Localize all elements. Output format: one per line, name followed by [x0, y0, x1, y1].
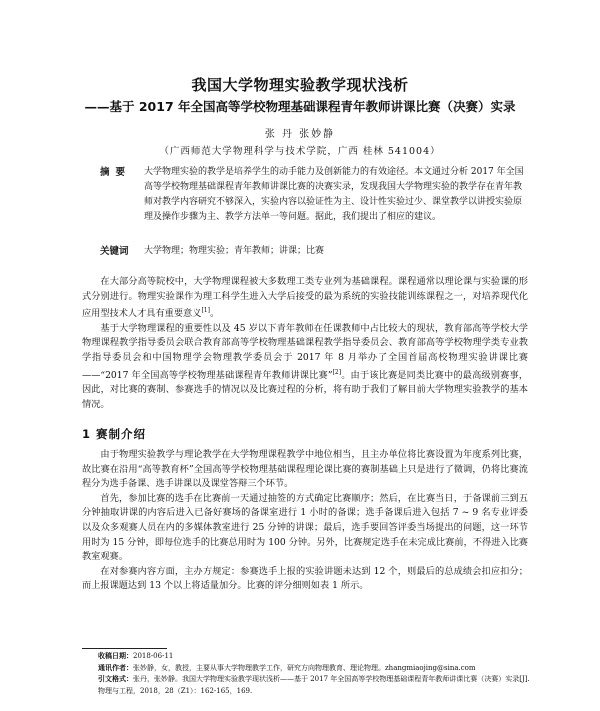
intro-paragraph-1: 在大部分高等院校中，大学物理课程被大多数理工类专业列为基础课程。课程通常以理论课与实验课的形式分别进行。物理实验课作为理工科学生进入大学后接受的最为系统的实验技能训练课程之一，对培养现代化应用型技术人才具有重要意义[1]。: [82, 276, 528, 320]
keywords-text: 大学物理；物理实验；青年教师；讲课；比赛: [144, 246, 325, 256]
footnote-received: 收稿日期：2018-06-11: [98, 652, 174, 660]
intro-section: [82, 275, 528, 412]
footnote-author-bio: 通讯作者：张妙静，女，教授，主要从事大学物理教学工作，研究方向物理教育、理论物理。zhangmiaojing@sina.com: [98, 663, 476, 672]
affiliation: （广西师范大学物理科学与技术学院，广西 桂林 541004）: [159, 146, 441, 157]
section-heading-1: 1 赛制介绍: [82, 427, 147, 441]
section-1-paragraph: 在对参赛内容方面，主办方规定：参赛选手上报的实验讲题未达到 12 个，则最后的总成绩会扣应扣分；而上报课题达到 13 个以上将适量加分。比赛的评分细则如表 1 所示。: [82, 565, 528, 592]
section-1-paragraph: 首先，参加比赛的选手在比赛前一天通过抽签的方式确定比赛顺序；然后，在比赛当日，于备课前三到五分钟抽取讲课的内容后进入已备好赛场的备课室进行 1 小时的备课；选手备课后进入包括 7 ~ 9 名专业评委以及众多观赛人员在内的多媒体教室进行 25 分钟的讲课；最后，选手要回答评委当场提出的问题，这一环节用时为 15 分钟，即每位选手的比赛总用时为 100 分钟。另外，比赛规定选手在未完成比赛前，不得进入比赛教室观赛。: [82, 492, 528, 563]
citation-1: [1]: [201, 307, 210, 315]
intro-paragraph-2: 基于大学物理课程的重要性以及 45 岁以下青年教师在任课教师中占比较大的现状，教育部高等学校大学物理课程教学指导委员会联合教育部高等学校物理基础课程教学指导委员会、教育部高等学校物理学类专业教学指导委员会和中国物理学会物理教学委员会于 2017 年 8 月举办了全国首届高校物理实验讲课比赛——“2017 年全国高等学校物理基础课程青年教师讲课比赛”[2]。由于该比赛是同类比赛中的最高级别赛事，因此，对比赛的赛制、参赛选手的情况以及比赛过程的分析，将有助于我们了解目前大学物理实验教学的基本情况。: [82, 322, 529, 410]
section-1-body: [82, 448, 528, 594]
footnote-divider: [82, 648, 167, 649]
keywords-block: [100, 244, 528, 259]
paper-subtitle: ——基于 2017 年全国高等学校物理基础课程青年教师讲课比赛（决赛）实录: [84, 99, 516, 114]
footnotes: [98, 651, 538, 697]
section-1-paragraph: 由于物理实验教学与理论教学在大学物理课程教学中地位相当，且主办单位将比赛设置为年度系列比赛，故比赛在沿用“高等教育杯”全国高等学校物理基础课程理论课比赛的赛制基础上只是进行了微调，仍将比赛流程分为选手备课、选手讲课以及课堂答辩三个环节。: [82, 449, 528, 490]
abstract-label: 摘要: [100, 167, 132, 178]
abstract-text: 大学物理实验的教学是培养学生的动手能力及创新能力的有效途径。本文通过分析 2017 年全国高等学校物理基础课程青年教师讲课比赛的决赛实录，发现我国大学物理实验的教学存在青年教师对教学内容研究不够深入，实验内容以验证性为主、设计性实验过少、课堂教学以讲授实验原理及操作步骤为主、教学方法单一等问题。据此，我们提出了相应的建议。: [144, 167, 524, 222]
paper-title: 我国大学物理实验教学现状浅析: [191, 76, 409, 94]
citation-2: [2]: [332, 368, 342, 376]
abstract-block: [100, 165, 528, 225]
footnote-citation-format: 引文格式：张丹，张妙静。我国大学物理实验教学现状浅析——基于 2017 年全国高等学校物理基础课程青年教师讲课比赛（决赛）实录[J]. 物理与工程，2018，28（Z1）：162-165，169.: [98, 675, 530, 695]
authors: 张 丹 张妙静: [264, 129, 336, 140]
keywords-label: 关键词: [100, 246, 129, 257]
